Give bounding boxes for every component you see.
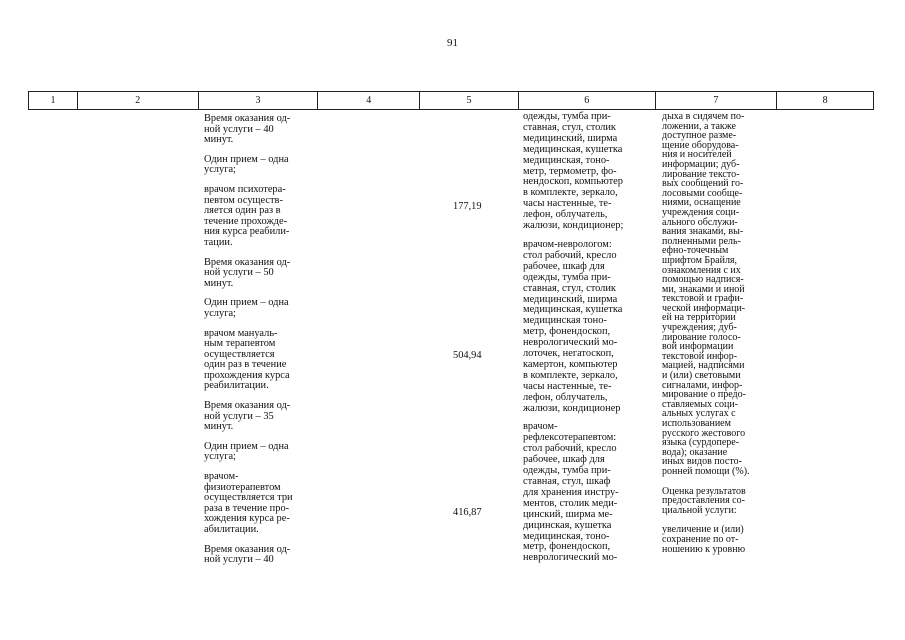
service-duration-text: Время оказания од- ной услуги – 40 минут. xyxy=(204,113,291,146)
column-header-8: 8 xyxy=(822,95,828,106)
equipment-list-text: одежды, тумба при- ставная, стул, столик медицинский, ширма медицинская, кушетка медицинская, тоно- метр, термометр, фо- нендоскоп, компьютер в комплекте, зеркало, часы настенные, те- лефон, облучатель, жалюзи, кондиционер; xyxy=(523,111,624,232)
tariff-value: 504,94 xyxy=(453,350,482,361)
column-6-content xyxy=(523,112,653,572)
column-header-7: 7 xyxy=(656,92,778,109)
service-frequency-text: Один прием – одна услуга; xyxy=(204,297,289,319)
service-frequency-text: Один прием – одна услуга; xyxy=(204,153,289,176)
accessibility-conditions-text: дыха в сидячем по- ложении, а также доступное разме- щение оборудова- ния и носителей информации; дуб- лирование тексто- вых сообщений го- лосовыми сообще- ниями, оснащение учреждения соци- ального обслужи- вания знаками, вы- полненными рель- ефно-точечным шрифтом Брайля, ознакомления с их помощью надпися- ми, знаками и иной текстовой и графи- ческой информаци- ей на территории учреждения; дуб- лирование голосо- вой информации текстовой инфор- мацией, надписями и (или) световыми сигналами, инфор- мирование о предо- ставляемых соци- альных услугах с использованием русского жестового языка (сурдопере- вода); оказание иных видов посто- ронней помощи (%). xyxy=(662,111,750,477)
service-frequency-text: Один прием – одна услуга; xyxy=(204,440,289,463)
psychotherapist-text: врачом психотера- певтом осуществ- ляется один раз в течение прохожде- ния курса реабили- тации. xyxy=(204,183,290,248)
service-duration-text: Время оказания од- ной услуги – 35 минут. xyxy=(204,400,291,433)
column-header-1: 1 xyxy=(29,92,78,109)
column-header-4: 4 xyxy=(318,92,420,109)
table-header-row xyxy=(28,91,874,110)
column-header-2: 2 xyxy=(78,92,199,109)
evaluation-heading-text: Оценка результатов предоставления со- циальной услуги: xyxy=(662,485,746,516)
column-header-6: 6 xyxy=(519,92,656,109)
neurologist-equipment-text: врачом-неврологом: стол рабочий, кресло рабочее, шкаф для одежды, тумба при- ставная, стул, столик медицинский, ширма медицинская, кушетка медицинская тоно- метр, фонендоскоп, неврологический мо- лоточек, негатоскоп, камертон, компьютер в комплекте, зеркало, часы настенные, те- лефон, облучатель, жалюзи, кондиционер xyxy=(523,238,623,414)
evaluation-criteria-text: увеличение и (или) сохранение по от- ношению к уровню xyxy=(662,524,746,555)
service-duration-text: Время оказания од- ной услуги – 50 минут. xyxy=(204,256,291,289)
page-number: 91 xyxy=(447,37,458,49)
tariff-value: 416,87 xyxy=(453,507,482,518)
tariff-value: 177,19 xyxy=(453,201,482,212)
reflexotherapist-equipment-text: врачом- рефлексотерапевтом: стол рабочий, кресло рабочее, шкаф для одежды, тумба при- ставная, стул, шкаф для хранения инстру- ментов, столик меди- цинский, ширма ме- дицинская, кушетка медицинская, тоно- метр, фонендоскоп, неврологический мо- xyxy=(523,421,619,564)
column-header-5: 5 xyxy=(420,92,519,109)
column-header-3: 3 xyxy=(199,92,319,109)
physiotherapist-text: врачом- физиотерапевтом осуществляется три раза в течение про- хождения курса ре- абилитации. xyxy=(204,471,293,535)
column-7-content xyxy=(662,112,774,564)
manual-therapist-text: врачом мануаль- ным терапевтом осуществляется один раз в течение прохождения курса реабилитации. xyxy=(204,327,290,392)
service-duration-text: Время оказания од- ной услуги – 40 xyxy=(204,543,291,566)
column-3-content xyxy=(204,114,319,575)
